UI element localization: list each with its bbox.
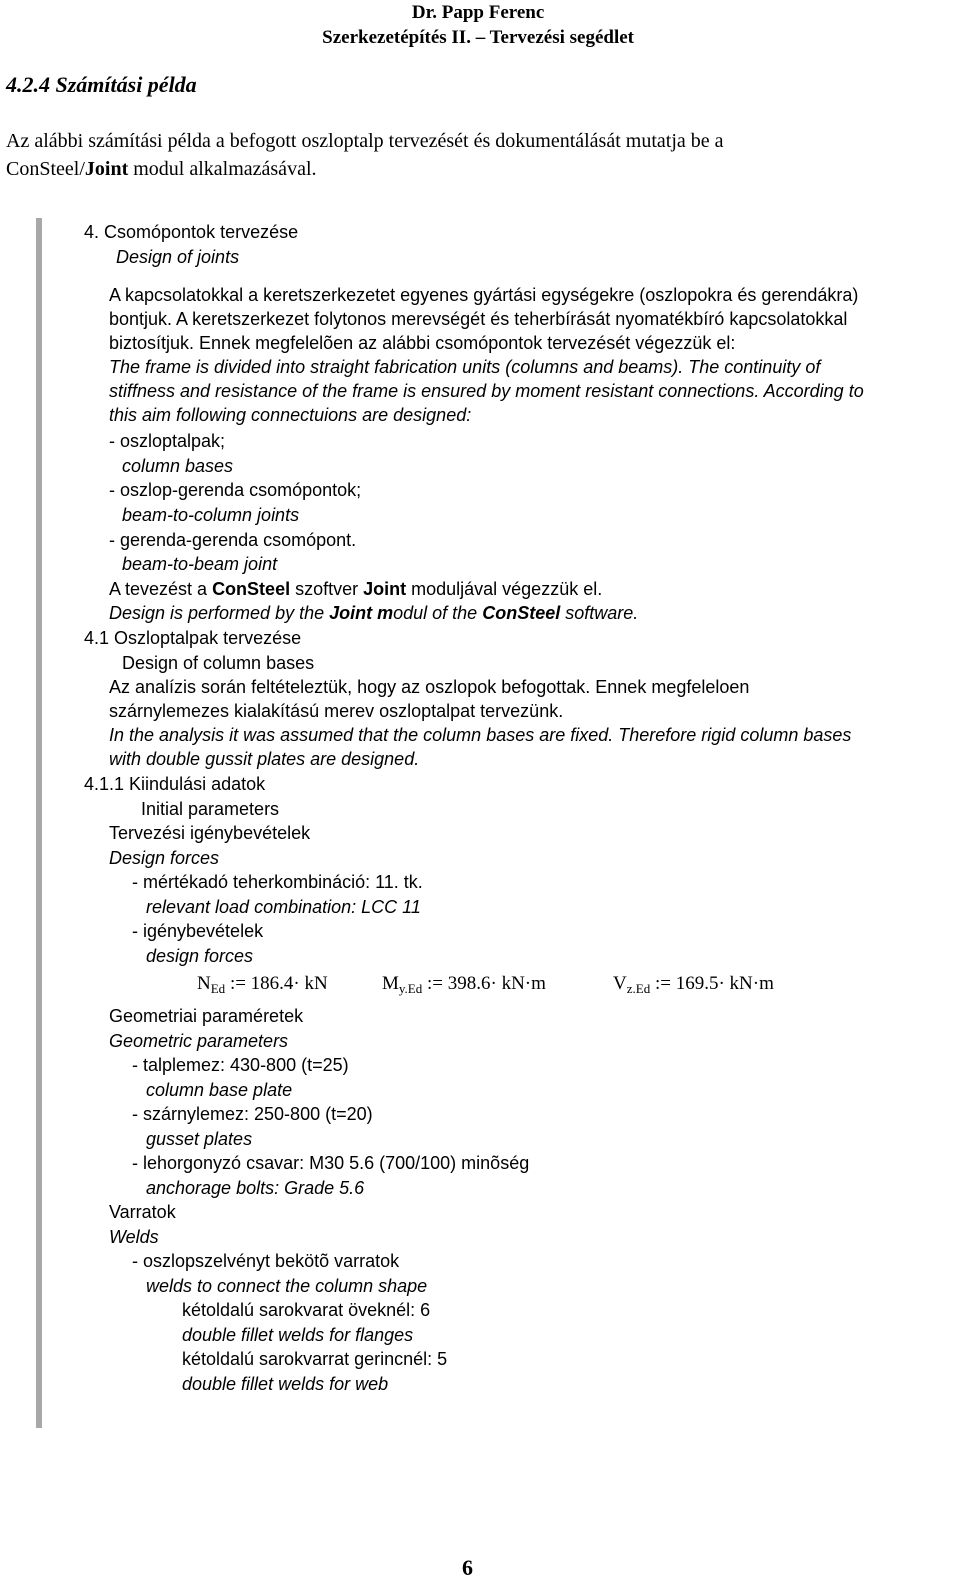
page-header <box>322 0 634 50</box>
list-item: - gerenda-gerenda csomópont. <box>109 530 357 550</box>
paragraph-line: Az analízis során feltételeztük, hogy az oszlopok befogottak. Ennek megfeleloen <box>109 677 750 697</box>
paragraph-line-en: stiffness and resistance of the frame is ensured by moment resistant connections. According to <box>109 381 864 401</box>
joint-name: Joint <box>363 579 407 599</box>
list-item-en: gusset plates <box>146 1129 253 1149</box>
paragraph-line: bontjuk. A keretszerkezet folytonos merevségét és teherbírását nyomatékbíró kapcsolatokkal <box>109 309 848 329</box>
intro-line-2: ConSteel/Joint modul alkalmazásával. <box>6 158 317 180</box>
header-author: Dr. Papp Ferenc <box>411 2 545 23</box>
list-item: kétoldalú sarokvarat öveknél: 6 <box>182 1300 431 1320</box>
list-item-en: double fillet welds for web <box>182 1374 389 1394</box>
paragraph-line-en: this aim following connectuions are designed: <box>109 405 472 425</box>
list-item-en: double fillet welds for flanges <box>182 1325 414 1345</box>
section-title: 4.2.4 Számítási példa <box>6 72 197 97</box>
list-item-en: welds to connect the column shape <box>146 1276 428 1296</box>
list-item: - oszlop-gerenda csomópontok; <box>109 480 362 500</box>
software-line: A tevezést a ConSteel szoftver Joint moduljával végezzük el. <box>109 579 603 599</box>
welds-title-en: Welds <box>109 1227 159 1247</box>
heading-4-en: Design of joints <box>116 247 240 267</box>
list-item: - igénybevételek <box>132 921 264 941</box>
design-forces-title: Tervezési igénybevételek <box>109 823 311 843</box>
list-item: - talplemez: 430-800 (t=25) <box>132 1055 349 1075</box>
list-item: kétoldalú sarokvarrat gerincnél: 5 <box>182 1349 448 1369</box>
list-item: - szárnylemez: 250-800 (t=20) <box>132 1104 373 1124</box>
formula-m-y-ed: $M_{y.Ed}$ := 398.6· kN·m <box>382 973 546 996</box>
design-forces-title-en: Design forces <box>109 848 220 868</box>
paragraph-line: A kapcsolatokkal a keretszerkezetet egyenes gyártási egységekre (oszlopokra és gerendákra) <box>109 285 859 305</box>
paragraph-line-en: with double gussit plates are designed. <box>109 749 420 769</box>
embedded-document-bar <box>36 218 42 1428</box>
geometry-title-en: Geometric parameters <box>109 1031 289 1051</box>
list-item: - mértékadó teherkombináció: 11. tk. <box>132 872 423 892</box>
heading-4-1-1-en: Initial parameters <box>141 799 280 819</box>
software-line-en: Design is performed by the Joint modul of the ConSteel software. <box>109 603 639 623</box>
list-item-en: beam-to-column joints <box>122 505 300 525</box>
page-number: 6 <box>462 1555 473 1580</box>
heading-4-1-1: 4.1.1 Kiindulási adatok <box>84 774 266 794</box>
header-course: Szerkezetépítés II. – Tervezési segédlet <box>322 27 634 48</box>
paragraph-line: biztosítjuk. Ennek megfelelõen az alábbi csomópontok tervezését végezzük el: <box>109 333 736 353</box>
list-item: - oszlopszelvényt bekötõ varratok <box>132 1251 400 1271</box>
formula-n-ed: $N_{Ed}$ := 186.4· kN <box>197 973 328 996</box>
joint-module-name: Joint <box>84 158 129 180</box>
list-item-en: column base plate <box>146 1080 293 1100</box>
list-item: - oszloptalpak; <box>109 431 226 451</box>
heading-4: 4. Csomópontok tervezése <box>84 222 299 242</box>
intro-line-1: Az alábbi számítási példa a befogott oszloptalp tervezését és dokumentálását mutatja be a <box>6 130 724 152</box>
list-item-en: beam-to-beam joint <box>122 554 278 574</box>
paragraph-line-en: In the analysis it was assumed that the column bases are fixed. Therefore rigid column bases <box>109 725 852 745</box>
formula-v-z-ed: $V_{z.Ed}$ := 169.5· kN·m <box>613 973 774 996</box>
list-item-en: column bases <box>122 456 234 476</box>
heading-4-1-en: Design of column bases <box>122 653 315 673</box>
list-item: - lehorgonyzó csavar: M30 5.6 (700/100) minõség <box>132 1153 530 1173</box>
heading-4-1: 4.1 Oszloptalpak tervezése <box>84 628 302 648</box>
paragraph-line-en: The frame is divided into straight fabrication units (columns and beams). The continuity of <box>109 357 821 377</box>
welds-title: Varratok <box>109 1202 176 1222</box>
list-item-en: design forces <box>146 946 254 966</box>
list-item-en: anchorage bolts: Grade 5.6 <box>146 1178 365 1198</box>
geometry-title: Geometriai paraméretek <box>109 1006 304 1026</box>
list-item-en: relevant load combination: LCC 11 <box>146 897 421 917</box>
consteel-name: ConSteel <box>212 579 291 599</box>
paragraph-line: szárnylemezes kialakítású merev oszloptalpat tervezünk. <box>109 701 564 721</box>
